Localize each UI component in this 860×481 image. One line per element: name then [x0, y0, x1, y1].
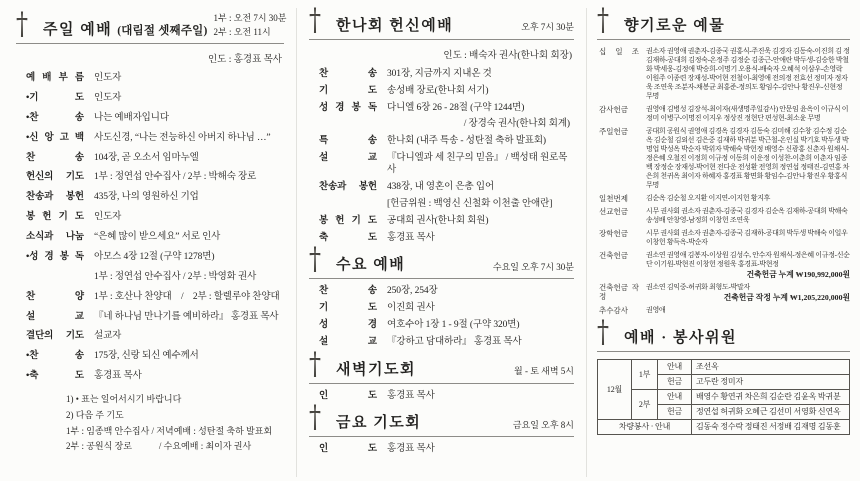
wednesday-service-header: [309, 240, 574, 279]
service-leader: 인도 : 배숙자 권사(한나회 회장): [443, 50, 572, 61]
order-item-text: 438장, 내 영혼이 은총 입어: [387, 181, 495, 192]
committee-table: [597, 359, 850, 435]
order-item-label: 봉 헌 기 도: [26, 212, 84, 223]
order-item-label: 특 송: [319, 136, 377, 147]
offering-label: 감사헌금: [599, 104, 628, 114]
friday-prayer-section: [309, 398, 574, 456]
committee-header: [597, 313, 850, 352]
service-times: [208, 12, 287, 39]
section-subtitle: (대림절 셋째주일): [117, 25, 208, 37]
order-item: [319, 182, 574, 194]
order-item-label: 축 도: [319, 232, 377, 243]
cross-icon: †: [309, 1, 321, 38]
order-item-label: •축 도: [26, 371, 84, 382]
order-item: [319, 153, 574, 177]
offering-names: 시무 권사회 권소자 권춘자-김종국 김경자 김순옥 김재하-공대희 박해숙 송성배 안창영-남정희 이창헌 조연욱: [646, 206, 848, 224]
order-item-label: 소식과 나눔: [26, 232, 84, 242]
order-item: [26, 212, 284, 224]
offerings-section: [597, 1, 850, 315]
friday-prayer-header: [309, 398, 574, 437]
role-cell: 안내: [658, 389, 692, 404]
dawn-prayer-section: [309, 344, 574, 403]
service-time-2: 2부 : 오전 11시: [213, 26, 271, 37]
order-item-text: [헌금위원 : 백영신 신철화 이천출 안애란]: [387, 198, 553, 209]
order-item-text: 1부 : 정연섭 안수집사 / 2부 : 박영화 권사: [94, 271, 257, 282]
offering-label: 추수감사: [599, 305, 628, 315]
order-item: [26, 232, 284, 244]
footnote-line: 2) 다음 주 기도: [66, 409, 124, 420]
cross-icon: †: [309, 240, 321, 278]
order-item: [26, 73, 284, 85]
order-item-label: 기 도: [319, 303, 377, 314]
order-item: [26, 93, 284, 105]
order-item-text: 『네 하나님 만나기를 예비하라』 홍경표 목사: [94, 311, 279, 322]
order-item-label: 찬 송: [319, 68, 377, 79]
order-item-text: 104장, 곧 오소서 임마누엘: [94, 152, 199, 163]
order-item: [26, 172, 284, 184]
order-item: [26, 312, 284, 324]
order-item-label: 헌신의 기도: [26, 172, 84, 183]
order-item: [26, 292, 284, 304]
offering-label: 건축헌금: [599, 250, 628, 260]
offering-names: 시무 권사회 권소자 권춘자-김종국 김재하-공대희 박두생 박해숙 이일우 이창헌 황득옥-박순자: [646, 228, 848, 246]
offering-label: 건축헌금 작 정: [599, 282, 639, 301]
order-item-label: [319, 199, 377, 211]
order-item-text: 한나회 (내주 특송 - 성탄절 축하 발표회): [387, 136, 546, 147]
vehicle-service-cell: 차량봉사 · 안내: [598, 419, 692, 434]
offerings-column: [586, 1, 860, 477]
order-item-text: 홍경표 목사: [387, 390, 435, 401]
offering-label: 선교헌금: [599, 206, 628, 216]
footnote-line: 2부 : 공원식 장로 / 수요예배 : 최이자 권사: [66, 441, 252, 452]
order-item-text: 인도자: [94, 73, 122, 83]
offering-names: 권소자 권영애 권춘자-김종국 권홍식-주진욱 김경자 김동숙-이진희 김 정 김재하-공대희 김정숙-온정주 김정순 김종근-안애란 박두생-김승한 박철화 박세웅-김정애 박승희-이명기 오용식-배숙자 오혜석 이삼우-손영락 이원주 이종련 장재성-박어현 전철이-최영애 전의정 전효선 정미자 정자욱 조연욱 조분자-채봉균 최홍준-정의도 황임수-김안나 황진우-신현정 무명: [646, 46, 850, 100]
offering-names: 권소연 김익중-허귀화 최형도-박말자: [646, 282, 750, 291]
order-item-text: 홍경표 목사: [387, 444, 435, 455]
role-cell: 헌금: [658, 404, 692, 419]
order-item: [26, 113, 284, 125]
offering-names: 권영애: [646, 305, 666, 314]
cross-icon: †: [309, 398, 321, 436]
order-item: [319, 233, 574, 245]
offering-names: 권영애 김병성 김장석-최이자(새생명주일감사) 안문임 윤옥이 이규식 이정미 이병구-이명진 이지우 정상진 정현단 편성현-최소윤 무명: [646, 104, 849, 122]
order-item-label: •기 도: [26, 92, 84, 103]
building-pledge-total: 건축헌금 작정 누계 ₩1,205,220,000원: [723, 292, 850, 302]
order-item: [319, 391, 574, 403]
offerings-header: [597, 1, 850, 40]
names-cell: 김동숙 정수락 정태진 서정배 김재명 김동훈: [692, 419, 850, 434]
order-item: [26, 192, 284, 204]
order-item-text: 사도신경, “나는 전능하신 아버지 하나님 …”: [94, 132, 271, 143]
order-item: [319, 69, 574, 81]
offering-label: 십 일 조: [599, 46, 639, 56]
order-item-text: 홍경표 목사: [94, 371, 142, 382]
order-item-text: 송성배 장로(한나회 서기): [387, 85, 489, 96]
cross-icon: †: [309, 344, 321, 382]
order-item-text: 250장, 254장: [387, 286, 438, 297]
order-item: [26, 351, 284, 363]
offering-row-thanksgiving: [599, 105, 850, 123]
order-item-text: 『강하고 담대하라』 홍경표 목사: [387, 336, 522, 347]
order-item-text: 설교자: [94, 331, 122, 342]
order-item-label: 설 교: [319, 153, 377, 164]
hannah-service-section: [309, 1, 574, 244]
order-item-text: 175장, 신랑 되신 예수께서: [94, 351, 199, 362]
order-item-label: 결단의 기도: [26, 331, 84, 342]
order-item-text: 공대희 권사(한나회 회원): [387, 215, 489, 226]
order-item-text: 이진희 권사: [387, 303, 435, 314]
order-item-label: [319, 119, 377, 131]
order-item-label: 찬 송: [26, 152, 84, 163]
offering-row-tithe: [599, 47, 850, 101]
order-item-label: 설 교: [319, 336, 377, 347]
order-item-label: 찬 양: [26, 291, 84, 302]
names-cell: 고두란 정미자: [692, 374, 850, 389]
names-cell: 배영수 황연귀 차은희 김순란 김윤옥 박귀분: [692, 389, 850, 404]
cross-icon: †: [597, 313, 609, 350]
order-item-label: 설 교: [26, 311, 84, 322]
footnotes: [66, 392, 284, 455]
order-item: [319, 337, 574, 349]
footnote-line: 1) • 표는 일어서시기 바랍니다: [66, 394, 182, 404]
sunday-title-wrap: [43, 18, 208, 39]
weekday-services-column: [296, 1, 586, 477]
order-item: [26, 371, 284, 383]
order-item-text: 435장, 나의 영원하신 기업: [94, 192, 199, 203]
section-title: 향기로운 예물: [624, 17, 726, 34]
order-item: [319, 136, 574, 148]
order-item: [319, 216, 574, 228]
order-item-label: 인 도: [319, 390, 377, 401]
role-cell: 안내: [658, 359, 692, 374]
order-item: [319, 303, 574, 315]
order-item-label: [26, 272, 84, 284]
section-title: 한나회 헌신예배: [336, 17, 454, 34]
order-item-text: 인도자: [94, 212, 122, 223]
order-item: [319, 103, 574, 115]
order-item-text: “은혜 많이 받으세요” 서로 인사: [94, 232, 221, 242]
order-item: [26, 133, 284, 145]
offering-row-mission: [599, 207, 850, 225]
service-time-1: 1부 : 오전 7시 30분: [213, 13, 287, 23]
order-item-label: 봉 헌 기 도: [319, 215, 377, 226]
order-item-continuation: [319, 119, 574, 131]
section-title: 수요 예배: [336, 257, 406, 274]
order-item-text: 홍경표 목사: [387, 232, 435, 243]
offering-row-building: [599, 251, 850, 279]
part-cell: 1부: [632, 359, 658, 389]
order-item-label: 성 경: [319, 319, 377, 330]
service-leader: 인도 : 홍경표 목사: [207, 55, 282, 65]
service-time: 수요일 오후 7시 30분: [492, 261, 574, 272]
table-row: [598, 419, 850, 434]
order-item-label: 성 경 봉 독: [319, 102, 377, 113]
order-item: [26, 252, 284, 264]
order-item-text: / 장경숙 권사(한나회 회계): [463, 119, 570, 130]
offering-row-building-pledge: [599, 283, 850, 302]
order-item-continuation: [319, 199, 574, 211]
section-title: 새벽기도회: [336, 361, 416, 378]
offering-row-scholarship: [599, 229, 850, 247]
table-row: [598, 389, 850, 404]
order-item-text: 아모스 4장 12절 (구약 1278면): [94, 251, 215, 262]
offering-label: 주일헌금: [599, 126, 628, 136]
section-title: 주일 예배: [43, 22, 113, 38]
section-title: 예배 · 봉사위원: [624, 329, 737, 346]
sunday-service-header: [16, 5, 287, 44]
committee-section: [597, 313, 850, 435]
wednesday-service-section: [309, 240, 574, 348]
order-item-label: •찬 송: [26, 351, 84, 362]
cross-icon: †: [597, 1, 609, 38]
order-item: [26, 331, 284, 343]
cross-icon: †: [16, 5, 28, 42]
part-cell: 2부: [632, 389, 658, 419]
order-item-label: •성 경 봉 독: [26, 251, 84, 262]
names-cell: 조선옥: [692, 359, 850, 374]
offering-row-thousand: [599, 194, 850, 203]
order-item-label: 찬송과 봉헌: [26, 192, 84, 203]
hannah-service-header: [309, 1, 574, 40]
month-cell: 12월: [598, 359, 632, 419]
section-title: 금요 기도회: [336, 415, 422, 432]
order-item-label: 인 도: [319, 444, 377, 455]
order-item-text: 『다니엘과 세 친구의 믿음』 / 백성태 원로목사: [387, 153, 568, 176]
order-item-label: •신 앙 고 백: [26, 132, 84, 143]
offering-label: 일천번제: [599, 193, 628, 203]
order-item-text: 301장, 지금까지 지내온 것: [387, 68, 492, 79]
order-item: [319, 320, 574, 332]
order-item: [26, 153, 284, 165]
order-item-text: 1부 : 정연섭 안수집사 / 2부 : 박해숙 장로: [94, 172, 257, 183]
offering-names: 권소연 권영애 김봉자-이상원 김성수, 안수자 원채식-정은혜 이규정-신순단 이기원-박현진 이창헌 정원욱 홍경표-박현정: [646, 250, 850, 268]
order-item-text: 인도자: [94, 92, 122, 103]
order-item-label: 기 도: [319, 85, 377, 96]
names-cell: 정연섭 허귀화 오혜근 김선미 서영화 신연옥: [692, 404, 850, 419]
order-item-label: •찬 송: [26, 112, 84, 123]
order-item-label: 예 배 부 름: [26, 73, 84, 83]
order-item-label: 찬송과 봉헌: [319, 181, 377, 192]
offering-row-harvest: [599, 306, 850, 315]
order-item-text: 다니엘 6장 26 - 28절 (구약 1244면): [387, 102, 525, 113]
service-time: 오후 7시 30분: [521, 22, 574, 33]
order-item-label: 찬 송: [319, 286, 377, 297]
service-time: 월 - 토 새벽 5시: [514, 366, 574, 377]
service-time: 금요일 오후 8시: [512, 419, 574, 430]
building-fund-total: 건축헌금 누계 ₩190,992,000원: [746, 269, 850, 279]
order-item-text: 1부 : 호산나 찬양대 / 2부 : 할렐루야 찬양대: [94, 291, 280, 302]
order-item-text: 여호수아 1장 1 - 9절 (구약 320면): [387, 319, 520, 330]
order-item-continuation: [26, 272, 284, 284]
dawn-prayer-header: [309, 344, 574, 384]
role-cell: 헌금: [658, 374, 692, 389]
order-item-text: 나는 예배자입니다: [94, 112, 169, 123]
offering-label: 장학헌금: [599, 228, 628, 238]
offering-names: 김순옥 김순철 오지환 이지연-이지헌 황지후: [646, 193, 771, 202]
sunday-service-section: [0, 5, 296, 477]
order-item: [319, 86, 574, 98]
order-item: [319, 444, 574, 456]
offering-names: 공대희 공원식 권영애 김경옥 김경자 김동숙 김미해 김수창 김수정 김순옥 김순철 김외선 김은중 김재하 박귀분 박근철-온인실 박기호 박두생 박명업 박성옥 박순자 박위자 박해숙 박헌정 배영수 신광홍 신춘자 원채식-정은혜 오철진 이정희 이규정 이동희 이운정 이성찬-이춘희 이춘자 임종백 장정순 장재성-박어현 전다운 전성환 전영희 정연섭 정태진-김연홍 차은희 천귀옥 최이자 하혜자 홍경표 황면화 황임수-김안나 황진우 황홍식 무명: [646, 126, 850, 189]
offering-row-sunday: [599, 127, 850, 190]
order-item: [319, 286, 574, 298]
table-row: [598, 359, 850, 374]
footnote-line: 1부 : 임종백 안수집사 / 저녁예배 : 성탄절 축하 발표회: [66, 425, 273, 436]
